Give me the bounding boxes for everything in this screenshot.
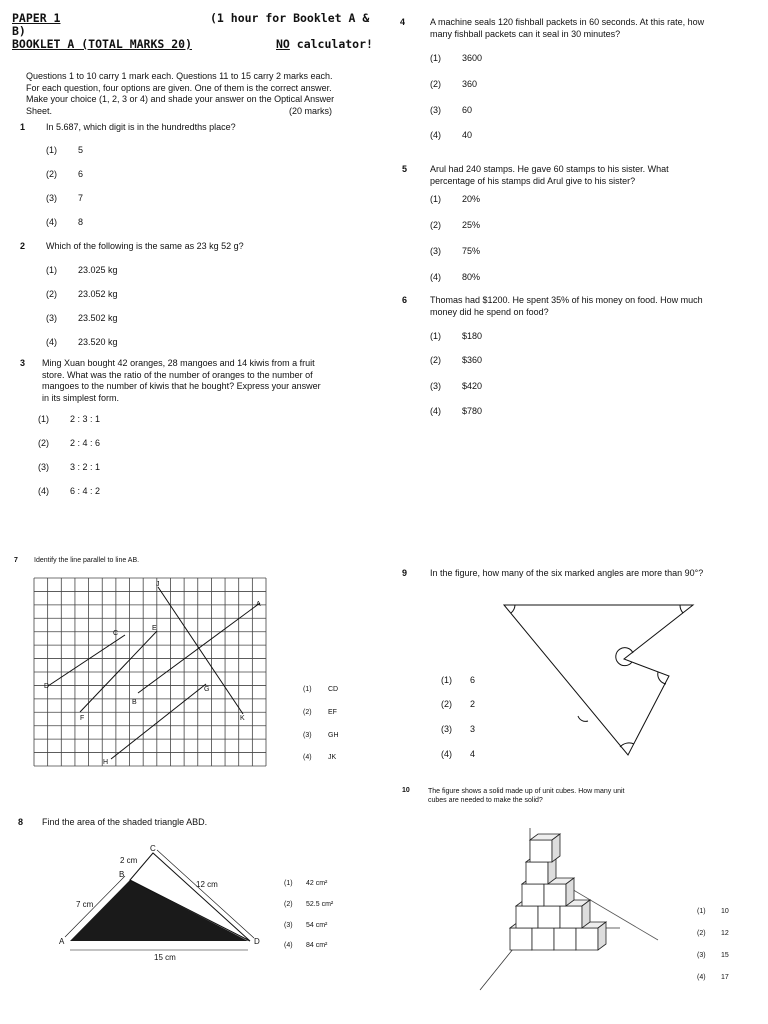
option-value: 23.025 kg	[78, 265, 118, 275]
question-number: 6	[402, 295, 408, 305]
cube-face	[532, 928, 554, 950]
cube-face	[510, 928, 532, 950]
question-text: Find the area of the shaded triangle ABD.	[42, 817, 208, 827]
option-q8-2[interactable]: (2) 52.5 cm²	[284, 901, 334, 908]
option-value: 42 cm²	[306, 880, 328, 887]
question-text	[430, 295, 750, 318]
option-q2-4[interactable]: (4) 23.520 kg	[46, 337, 118, 347]
option-value: 80%	[462, 272, 481, 282]
option-value: JK	[328, 754, 337, 761]
label-j: J	[156, 581, 160, 588]
option-value: 2 : 4 : 6	[70, 438, 101, 448]
option-value: $180	[462, 331, 483, 341]
option-q10-2[interactable]: (2) 12	[697, 930, 729, 937]
duration-text-cont: B)	[12, 24, 26, 38]
duration-text: (1 hour for Booklet A &	[210, 11, 370, 25]
label-h: H	[103, 759, 109, 766]
dim-2cm: 2 cm	[120, 856, 138, 865]
option-value: 2	[470, 699, 476, 709]
cube-face	[530, 840, 552, 862]
option-q2-2[interactable]: (2) 23.052 kg	[46, 289, 118, 299]
option-q9-2[interactable]: (2) 2	[441, 699, 476, 709]
question-text: In 5.687, which digit is in the hundredths place?	[46, 122, 236, 132]
option-q4-3[interactable]: (3) 60	[430, 105, 473, 115]
option-q5-2[interactable]: (2) 25%	[430, 220, 481, 230]
question-number: 9	[402, 568, 408, 578]
question-line: cubes are needed to make the solid?	[428, 797, 543, 804]
angle-mark	[680, 605, 683, 613]
option-q1-1[interactable]: (1) 5	[46, 145, 84, 155]
cube-face	[576, 928, 598, 950]
label-c: C	[113, 630, 119, 637]
option-value: $420	[462, 381, 483, 391]
option-q5-3[interactable]: (3) 75%	[430, 246, 481, 256]
angle-marks	[511, 605, 683, 747]
angle-mark	[511, 605, 515, 613]
question-line: many fishball packets can it seal in 30 minutes?	[430, 28, 621, 39]
option-q6-1[interactable]: (1) $180	[430, 331, 483, 341]
marks-total: (20 marks)	[289, 105, 333, 116]
cube-face	[526, 862, 548, 884]
question-line: money did he spend on food?	[430, 306, 549, 317]
option-q5-4[interactable]: (4) 80%	[430, 272, 481, 282]
line-ef	[80, 631, 157, 712]
paper-title: PAPER 1	[12, 11, 61, 25]
option-value: 23.502 kg	[78, 313, 118, 323]
option-q9-3[interactable]: (3) 3	[441, 724, 476, 734]
question-number: 1	[20, 122, 26, 132]
question-line: store. What was the ratio of the number of oranges to the number of	[42, 369, 313, 380]
question-text: Which of the following is the same as 23 kg 52 g?	[46, 241, 244, 251]
question-text	[428, 787, 708, 805]
option-q8-4[interactable]: (4) 84 cm²	[284, 942, 328, 949]
cube-face	[544, 884, 566, 906]
calculator-word: calculator!	[289, 37, 373, 51]
label-b: B	[119, 870, 125, 879]
point-labels	[44, 581, 261, 766]
question-number: 5	[402, 164, 408, 174]
line-segments	[48, 587, 260, 759]
option-value: 5	[78, 145, 84, 155]
option-q1-2[interactable]: (2) 6	[46, 169, 84, 179]
question-line: mangoes to the number of kiwis that he bought? Express your answer	[42, 381, 321, 391]
label-a: A	[256, 601, 261, 608]
option-q7-4[interactable]: (4) JK	[303, 754, 337, 761]
option-q6-2[interactable]: (2) $360	[430, 355, 483, 365]
booklet-title: BOOKLET A (TOTAL MARKS 20)	[12, 37, 193, 51]
question-number: 3	[20, 358, 26, 368]
option-q1-3[interactable]: (3) 7	[46, 193, 84, 203]
question-line: Thomas had $1200. He spent 35% of his money on food. How much	[430, 295, 703, 305]
option-q3-2[interactable]: (2) 2 : 4 : 6	[38, 438, 101, 448]
option-value: 3600	[462, 53, 483, 63]
option-value: 6 : 4 : 2	[70, 486, 101, 496]
option-value: $780	[462, 406, 483, 416]
q9-angle-figure	[490, 595, 710, 765]
calculator-note	[276, 37, 373, 51]
option-q10-4[interactable]: (4) 17	[697, 974, 729, 981]
option-q8-3[interactable]: (3) 54 cm²	[284, 922, 328, 929]
question-number: 10	[402, 787, 410, 794]
unit-cube	[530, 834, 560, 862]
option-value: 10	[721, 908, 729, 915]
instructions-sheet: Sheet.	[26, 105, 53, 116]
label-a: A	[59, 937, 65, 946]
label-c: C	[150, 844, 156, 853]
option-q4-4[interactable]: (4) 40	[430, 130, 473, 140]
option-value: 7	[78, 193, 84, 203]
option-q7-2[interactable]: (2) EF	[303, 709, 337, 716]
option-value: CD	[328, 686, 339, 693]
option-q5-1[interactable]: (1) 20%	[430, 194, 481, 204]
option-q9-4[interactable]: (4) 4	[441, 749, 476, 759]
option-value: 3	[470, 724, 476, 734]
label-k: K	[240, 715, 245, 722]
question-text	[430, 17, 750, 40]
label-d: D	[44, 683, 50, 690]
option-value: 2 : 3 : 1	[70, 414, 101, 424]
question-number: 8	[18, 817, 24, 827]
option-q7-1[interactable]: (1) CD	[303, 686, 339, 693]
dim-7cm: 7 cm	[76, 900, 94, 909]
option-value: $360	[462, 355, 483, 365]
instructions-line: Make your choice (1, 2, 3 or 4) and shade your answer on the Optical Answer	[26, 94, 335, 104]
dim-12cm: 12 cm	[196, 880, 218, 889]
label-b: B	[132, 699, 137, 706]
angle-mark	[616, 648, 633, 666]
option-q4-1[interactable]: (1) 3600	[430, 53, 483, 63]
option-value: 75%	[462, 246, 481, 256]
line-ab	[138, 603, 260, 693]
option-value: 52.5 cm²	[306, 901, 334, 908]
option-value: 23.052 kg	[78, 289, 118, 299]
option-value: 60	[462, 105, 473, 115]
option-value: 54 cm²	[306, 922, 328, 929]
option-value: 8	[78, 217, 84, 227]
option-value: 3 : 2 : 1	[70, 462, 101, 472]
option-value: GH	[328, 732, 339, 739]
option-q10-1[interactable]: (1) 10	[697, 908, 729, 915]
label-d: D	[254, 937, 260, 946]
option-value: 84 cm²	[306, 942, 328, 949]
line-gh	[111, 684, 206, 759]
instructions-line: For each question, four options are given. One of them is the correct answer.	[26, 82, 332, 93]
label-g: G	[204, 686, 210, 693]
question-line: in its simplest form.	[42, 392, 120, 403]
option-value: 20%	[462, 194, 481, 204]
option-q8-1[interactable]: (1) 42 cm²	[284, 880, 328, 887]
question-line: The figure shows a solid made up of unit cubes. How many unit	[428, 788, 625, 795]
option-value: 23.520 kg	[78, 337, 118, 347]
option-q9-1[interactable]: (1) 6	[441, 675, 476, 685]
dim-15cm: 15 cm	[154, 953, 176, 962]
question-text	[42, 358, 342, 404]
question-line: Arul had 240 stamps. He gave 60 stamps to his sister. What	[430, 164, 669, 174]
option-q3-4[interactable]: (4) 6 : 4 : 2	[38, 486, 101, 496]
option-q6-3[interactable]: (3) $420	[430, 381, 483, 391]
pentagon-shape	[504, 605, 693, 755]
option-q2-3[interactable]: (3) 23.502 kg	[46, 313, 118, 323]
option-q4-2[interactable]: (2) 360	[430, 79, 478, 89]
cube-face	[538, 906, 560, 928]
instructions-line: Questions 1 to 10 carry 1 mark each. Questions 11 to 15 carry 2 marks each.	[26, 71, 333, 81]
shaded-triangle-abd	[70, 880, 248, 941]
q8-triangle-figure	[56, 840, 276, 968]
option-q1-4[interactable]: (4) 8	[46, 217, 84, 227]
option-value: 25%	[462, 220, 481, 230]
q10-cube-figure	[470, 828, 670, 998]
option-value: EF	[328, 709, 337, 716]
option-value: 360	[462, 79, 478, 89]
no-word: NO	[276, 37, 290, 51]
cube-face	[554, 928, 576, 950]
unit-cubes	[510, 834, 606, 950]
question-number: 7	[14, 557, 18, 564]
cube-face	[516, 906, 538, 928]
instructions-line	[26, 106, 346, 118]
cube-face	[522, 884, 544, 906]
option-value: 17	[721, 974, 729, 981]
question-number: 4	[400, 17, 406, 27]
question-text: Identify the line parallel to line AB.	[34, 557, 140, 564]
option-value: 6	[78, 169, 84, 179]
question-line: A machine seals 120 fishball packets in 60 seconds. At this rate, how	[430, 17, 705, 27]
cube-face	[560, 906, 582, 928]
angle-mark	[578, 716, 588, 721]
option-q10-3[interactable]: (3) 15	[697, 952, 729, 959]
instructions	[26, 71, 346, 117]
option-q6-4[interactable]: (4) $780	[430, 406, 483, 416]
option-value: 12	[721, 930, 729, 937]
angle-mark	[620, 743, 634, 747]
question-text	[430, 164, 750, 187]
option-value: 40	[462, 130, 473, 140]
option-q2-1[interactable]: (1) 23.025 kg	[46, 265, 118, 275]
option-q7-3[interactable]: (3) GH	[303, 732, 339, 739]
option-q3-1[interactable]: (1) 2 : 3 : 1	[38, 414, 101, 424]
line-cd	[48, 635, 125, 686]
option-value: 15	[721, 952, 729, 959]
question-number: 2	[20, 241, 26, 251]
question-line: percentage of his stamps did Arul give to his sister?	[430, 175, 636, 186]
option-q3-3[interactable]: (3) 3 : 2 : 1	[38, 462, 101, 472]
question-text: In the figure, how many of the six marked angles are more than 90°?	[430, 568, 704, 578]
label-f: F	[80, 715, 85, 722]
option-value: 4	[470, 749, 476, 759]
question-line: Ming Xuan bought 42 oranges, 28 mangoes and 14 kiwis from a fruit	[42, 358, 315, 368]
q7-grid-figure	[30, 574, 270, 770]
label-e: E	[152, 625, 157, 632]
option-value: 6	[470, 675, 476, 685]
